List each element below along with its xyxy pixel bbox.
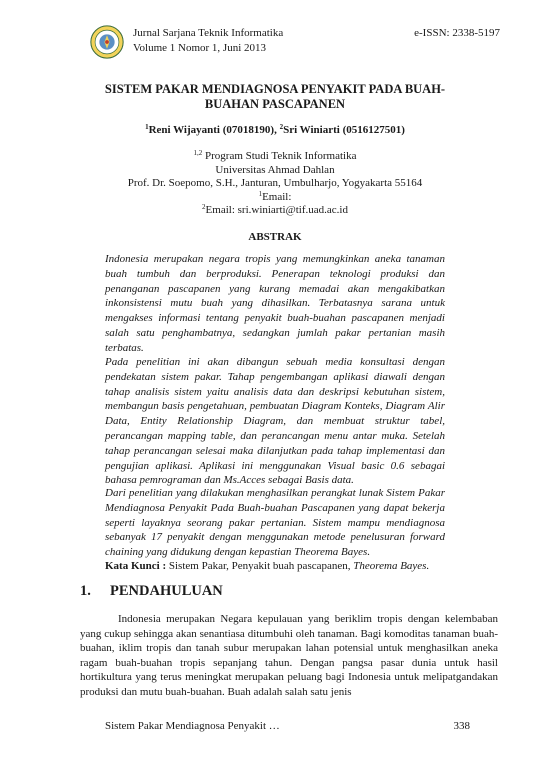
abstract-paragraph-1: Indonesia merupakan negara tropis yang memungkinkan aneka tanaman buah tumbuh dan berproduksi. Penerapan teknologi produksi dan penanganan pascapanen yang kurang memadai akan mengakibatkan inkonsistensi mutu buah yang dihasilkan. Terbatasnya sarana untuk mengakses informasi tentang penyakit buah-buahan pascapanen menjadi salah satu penghambatnya, sedangkan jumlah pakar pertanian masih terbatas. <box>105 253 445 354</box>
section-title: PENDAHULUAN <box>110 583 223 599</box>
abstract-heading: ABSTRAK <box>248 231 302 243</box>
email-2: $^2$Email: sri.winiarti@tif.uad.ac.id <box>202 203 348 216</box>
page-number: 338 <box>453 720 470 732</box>
author2-name: Sri Winiarti (0516127501) <box>283 124 405 136</box>
running-title: Sistem Pakar Mendiagnosa Penyakit … <box>105 720 280 732</box>
author2-marker: 2 <box>279 123 284 131</box>
journal-name: Jurnal Sarjana Teknik Informatika <box>133 27 284 39</box>
affiliation-address: Prof. Dr. Soepomo, S.H., Janturan, Umbulharjo, Yogyakarta 55164 <box>127 177 423 189</box>
abstract-paragraph-2: Pada penelitian ini akan dibangun sebuah media konsultasi dengan pendekatan sistem pakar. Tahap pengembangan aplikasi diawali dengan tahap analisis sistem yaitu analisis data dan deskripsi kebutuhan sistem, membangun basis pengetahuan, pembuatan Diagram Konteks, Diagram Alir Data, Entity Relationship Diagram, dan membuat struktur tabel, perancangan mapping table, dan perancangan menu antar muka. Setelah tahap perancangan selesai maka dilanjutkan pada tahap implementasi dan pengujian aplikasi. Aplikasi ini menggunakan Visual basic 0.6 sebagai bahasa pemrograman dan Ms.Acces sebagai Basis data. <box>105 356 445 487</box>
keywords-italic: Theorema Bayes. <box>353 560 430 572</box>
journal-issn: e-ISSN: 2338-5197 <box>414 27 500 39</box>
section-number: 1. <box>80 583 91 599</box>
abstract-paragraph-3: Dari penelitian yang dilakukan menghasilkan perangkat lunak Sistem Pakar Mendiagnosa Penyakit Pada Buah-buahan Pascapanen yang dapat bekerja seperti layaknya seorang pakar pertanian. Sistem mampu mendiagnosa sebanyak 17 penyakit dengan menggunakan metode penelusuran forward chaining yang didukung dengan kepastian Theorema Bayes. <box>105 487 445 559</box>
affiliation-marker: 1,2 <box>193 149 203 157</box>
keywords-text: Sistem Pakar, Penyakit buah pascapanen, <box>166 560 354 572</box>
paper-title: SISTEM PAKAR MENDIAGNOSA PENYAKIT PADA BUAH-BUAHAN PASCAPANEN <box>104 82 446 111</box>
email-1: $^1$Email: <box>258 189 292 203</box>
journal-header <box>133 26 283 56</box>
affiliation-dept: $^{1,2}$ Program Studi Teknik Informatika <box>193 149 357 162</box>
section-heading <box>80 583 223 600</box>
body-paragraph: Indonesia merupakan Negara kepulauan yang beriklim tropis dengan kelembaban yang cukup sehingga akan senantiasa ditumbuhi oleh tanaman. Bagi komoditas tanaman buah-buahan, iklim tropis dan tanah subur merupakan lahan potensial untuk menghasilkan aneka ragam buah-buahan tropis sepanjang tahun. Dengan pangsa pasar dunia untuk hasil hortikultura yang terus meningkat merupakan peluang bagi Indonesia untuk melipatgandakan produksi dan mutu buah-buahan. Buah adalah salah satu jenis <box>80 613 498 698</box>
author-line <box>60 124 490 136</box>
keywords-label: Kata Kunci : <box>105 560 167 572</box>
keywords <box>105 560 465 572</box>
author1-name: Reni Wijayanti (07018190), <box>148 124 280 136</box>
affiliation-university: Universitas Ahmad Dahlan <box>215 163 335 176</box>
journal-volume: Volume 1 Nomor 1, Juni 2013 <box>133 42 267 54</box>
author1-marker: 1 <box>145 123 149 131</box>
university-seal-icon <box>90 25 124 59</box>
affiliation-block <box>60 150 490 218</box>
